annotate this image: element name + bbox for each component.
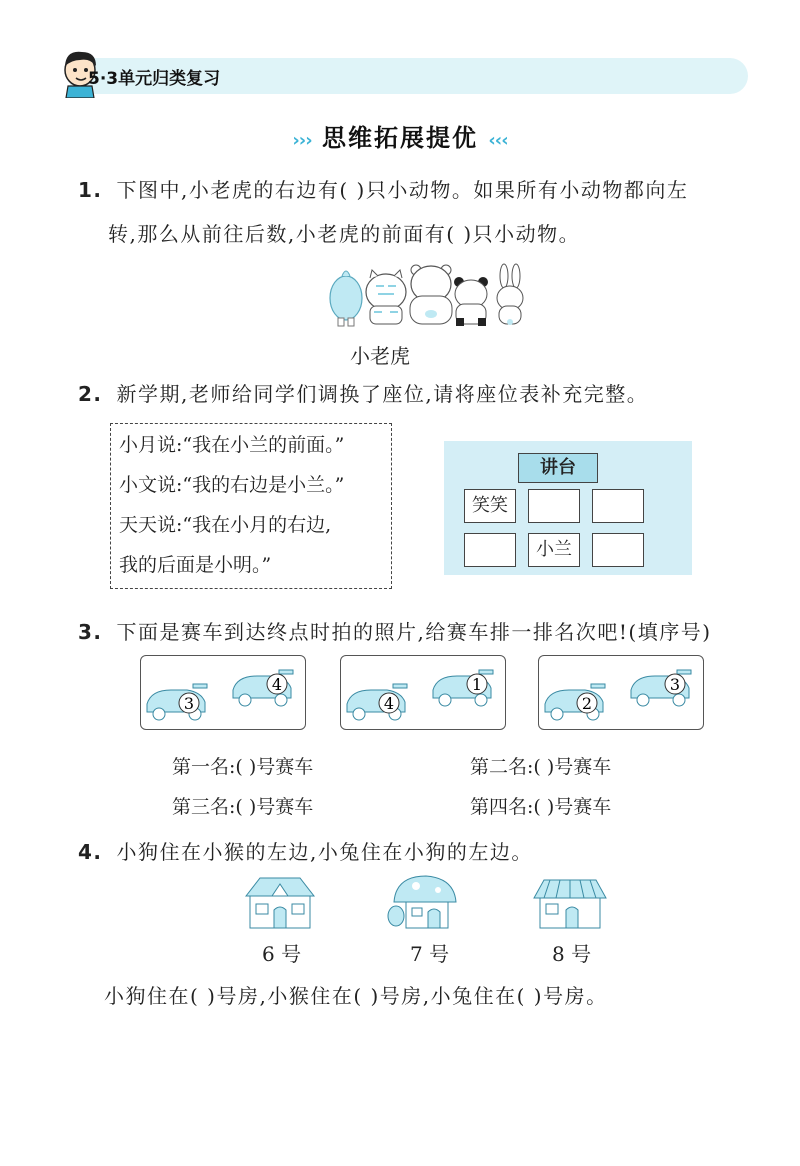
q1-line2: 转,那么从前往后数,小老虎的前面有( )只小动物。 bbox=[108, 222, 581, 246]
seat-cell[interactable] bbox=[464, 533, 516, 567]
seat-cell[interactable] bbox=[592, 489, 644, 523]
rabbit-icon bbox=[497, 264, 523, 325]
mushroom-house-icon bbox=[382, 872, 462, 932]
house-icon bbox=[240, 872, 320, 932]
quote-line: 天天说:“我在小月的右边, bbox=[119, 514, 332, 536]
race-photo bbox=[140, 655, 306, 730]
race-car-icon bbox=[347, 684, 407, 720]
quote-line: 小文说:“我的右边是小兰。” bbox=[119, 474, 345, 496]
rank-fourth: 第四名:( )号赛车 bbox=[470, 796, 612, 818]
q4-text: 小狗住在小猴的左边,小兔住在小狗的左边。 bbox=[116, 840, 533, 864]
race-car-icon bbox=[147, 684, 207, 720]
rank-third: 第三名:( )号赛车 bbox=[172, 796, 314, 818]
q1-line1-text: 下图中,小老虎的右边有( )只小动物。如果所有小动物都向左 bbox=[116, 178, 689, 202]
seating-chart bbox=[444, 441, 692, 575]
rank-second: 第二名:( )号赛车 bbox=[470, 756, 612, 778]
tiger-icon bbox=[366, 270, 406, 324]
section-title-text: 思维拓展提优 bbox=[322, 124, 478, 152]
header-title: 5·3单元归类复习 bbox=[88, 69, 221, 89]
podium-label: 讲台 bbox=[518, 453, 598, 483]
q4-answer-line: 小狗住在( )号房,小猴住在( )号房,小兔住在( )号房。 bbox=[104, 984, 608, 1008]
car-number: 4 bbox=[271, 675, 283, 694]
cottage-icon bbox=[530, 872, 610, 932]
panda-icon bbox=[454, 277, 488, 326]
q1-line1 bbox=[78, 174, 688, 203]
house-label: 6 号 bbox=[262, 942, 302, 966]
car-number: 2 bbox=[581, 694, 593, 713]
q3-number: 3. bbox=[78, 620, 103, 644]
race-car-icon bbox=[631, 670, 691, 706]
bear-icon bbox=[410, 265, 452, 324]
race-car-icon bbox=[545, 684, 605, 720]
q4-line bbox=[78, 836, 533, 865]
section-title bbox=[0, 118, 800, 153]
seat-cell: 小兰 bbox=[528, 533, 580, 567]
house-label: 7 号 bbox=[410, 942, 450, 966]
car-number: 4 bbox=[383, 694, 395, 713]
race-photo bbox=[340, 655, 506, 730]
car-number: 1 bbox=[471, 675, 483, 694]
quote-line: 我的后面是小明。” bbox=[119, 554, 272, 576]
q3-text: 下面是赛车到达终点时拍的照片,给赛车排一排名次吧!(填序号) bbox=[116, 620, 712, 644]
q1-number: 1. bbox=[78, 178, 103, 202]
race-car-icon bbox=[433, 670, 493, 706]
seat-cell: 笑笑 bbox=[464, 489, 516, 523]
q1-caption: 小老虎 bbox=[350, 344, 410, 368]
chick-icon bbox=[330, 271, 362, 326]
rank-first: 第一名:( )号赛车 bbox=[172, 756, 314, 778]
car-number: 3 bbox=[669, 675, 681, 694]
seat-cell[interactable] bbox=[528, 489, 580, 523]
quote-box bbox=[110, 423, 392, 589]
arrows-right: ‹‹‹ bbox=[488, 130, 508, 151]
q2-line bbox=[78, 378, 648, 407]
animals-illustration bbox=[326, 262, 532, 330]
q4-number: 4. bbox=[78, 840, 103, 864]
house-label: 8 号 bbox=[552, 942, 592, 966]
seat-cell[interactable] bbox=[592, 533, 644, 567]
q2-number: 2. bbox=[78, 382, 103, 406]
q3-line bbox=[78, 616, 712, 645]
race-car-icon bbox=[233, 670, 293, 706]
arrows-left: ››› bbox=[292, 130, 312, 151]
race-photo bbox=[538, 655, 704, 730]
quote-line: 小月说:“我在小兰的前面。” bbox=[119, 434, 345, 456]
car-number: 3 bbox=[183, 694, 195, 713]
q2-text: 新学期,老师给同学们调换了座位,请将座位表补充完整。 bbox=[116, 382, 649, 406]
